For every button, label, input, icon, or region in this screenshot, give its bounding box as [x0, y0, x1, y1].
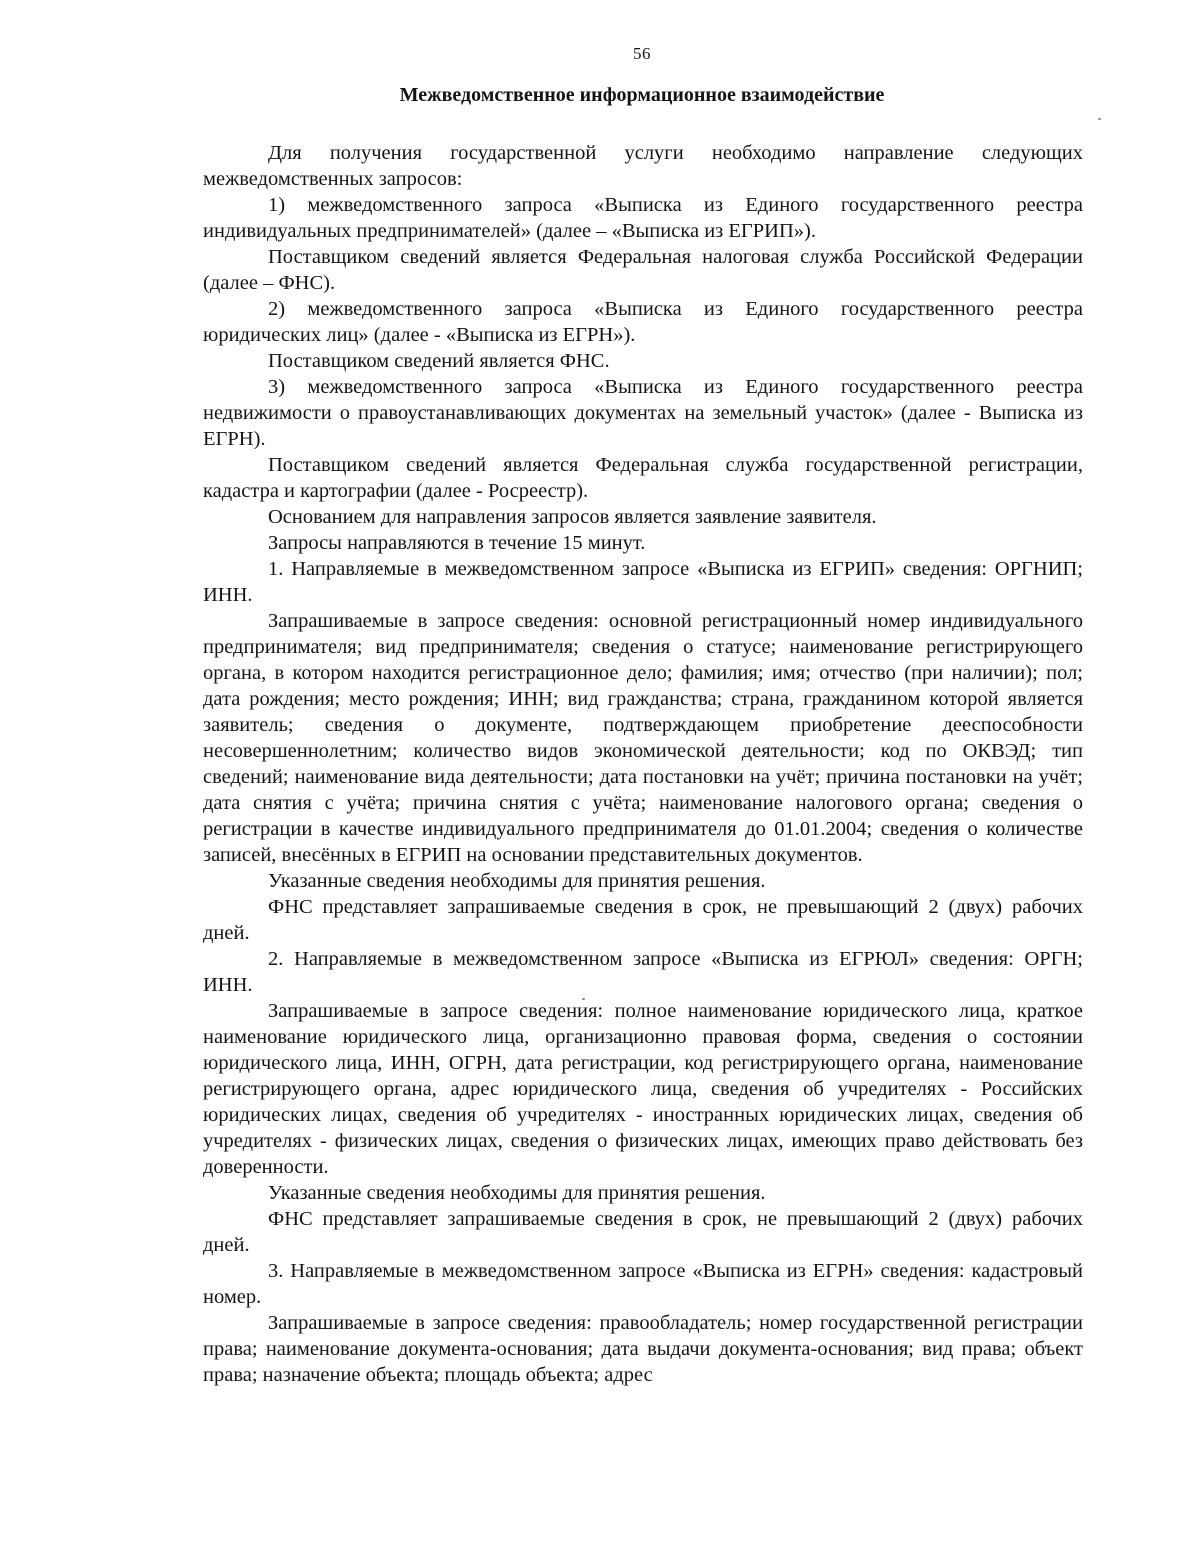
paragraph-egrul-deadline: ФНС представляет запрашиваемые сведения в срок, не превышающий 2 (двух) рабочих дней. [203, 1208, 1083, 1256]
paragraph-egrip-necessity: Указанные сведения необходимы для принятия решения. [268, 870, 766, 892]
paragraph-egrul-requested: Запрашиваемые в запросе сведения: полное наименование юридического лица, краткое наименование юридического лица, организационно правовая форма, сведения о состоянии юридического лица, ИНН, ОГРН, дата регистрации, код регистрирующего органа, наименование регистрирующего органа, адрес юридического лица, сведения об учредителях - Российских юридических лицах, сведения об учредителях - иностранных юридических лицах, сведения об учредителях - физических лицах, сведения о физических лицах, имеющих право действовать без доверенности. [203, 1000, 1083, 1178]
paragraph-timing: Запросы направляются в течение 15 минут. [268, 532, 646, 554]
page-number: 56 [633, 44, 651, 63]
paragraph-egrip-deadline: ФНС представляет запрашиваемые сведения в срок, не превышающий 2 (двух) рабочих дней. [203, 896, 1083, 944]
paragraph-basis: Основанием для направления запросов является заявление заявителя. [268, 506, 877, 528]
paragraph-request-egrul: 2) межведомственного запроса «Выписка из Единого государственного реестра юридических лиц» (далее - «Выписка из ЕГРН»). [203, 298, 1083, 346]
paragraph-egrul-necessity: Указанные сведения необходимы для принятия решения. [268, 1182, 766, 1204]
scan-speck-mark [1098, 118, 1101, 120]
paragraph-supplier-rosreestr: Поставщиком сведений является Федеральная служба государственной регистрации, кадастра и картографии (далее - Росреестр). [203, 454, 1083, 502]
section-title: Межведомственное информационное взаимодействие [399, 84, 885, 106]
paragraph-egrul-sent: 2. Направляемые в межведомственном запросе «Выписка из ЕГРЮЛ» сведения: ОРГН; ИНН. [203, 948, 1083, 996]
paragraph-request-egrn: 3) межведомственного запроса «Выписка из Единого государственного реестра недвижимости о правоустанавливающих документах на земельный участок» (далее - Выписка из ЕГРН). [203, 376, 1083, 450]
document-body [203, 140, 1083, 1388]
paragraph-supplier-fns: Поставщиком сведений является Федеральная налоговая служба Российской Федерации (далее – ФНС). [203, 246, 1083, 294]
paragraph-egrn-requested: Запрашиваемые в запросе сведения: правообладатель; номер государственной регистрации права; наименование документа-основания; дата выдачи документа-основания; вид права; объект права; назначение объекта; площадь объекта; адрес [203, 1312, 1083, 1386]
paragraph-request-egrip: 1) межведомственного запроса «Выписка из Единого государственного реестра индивидуальных предпринимателей» (далее – «Выписка из ЕГРИП»). [203, 194, 1083, 242]
paragraph-egrip-sent: 1. Направляемые в межведомственном запросе «Выписка из ЕГРИП» сведения: ОРГНИП; ИНН. [203, 558, 1083, 606]
paragraph-intro: Для получения государственной услуги необходимо направление следующих межведомственных запросов: [203, 142, 1083, 190]
paragraph-supplier-fns-short: Поставщиком сведений является ФНС. [268, 350, 610, 372]
scan-speck-mark [582, 998, 585, 1000]
paragraph-egrip-requested: Запрашиваемые в запросе сведения: основной регистрационный номер индивидуального предпринимателя; вид предпринимателя; сведения о статусе; наименование регистрирующего органа, в котором находится регистрационное дело; фамилия; имя; отчество (при наличии); пол; дата рождения; место рождения; ИНН; вид гражданства; страна, гражданином которой является заявитель; сведения о документе, подтверждающем приобретение дееспособности несовершеннолетним; количество видов экономической деятельности; код по ОКВЭД; тип сведений; наименование вида деятельности; дата постановки на учёт; причина постановки на учёт; дата снятия с учёта; причина снятия с учёта; наименование налогового органа; сведения о регистрации в качестве индивидуального предпринимателя до 01.01.2004; сведения о количестве записей, внесённых в ЕГРИП на основании представительных документов. [203, 610, 1083, 866]
paragraph-egrn-sent: 3. Направляемые в межведомственном запросе «Выписка из ЕГРН» сведения: кадастровый номер. [203, 1260, 1083, 1308]
